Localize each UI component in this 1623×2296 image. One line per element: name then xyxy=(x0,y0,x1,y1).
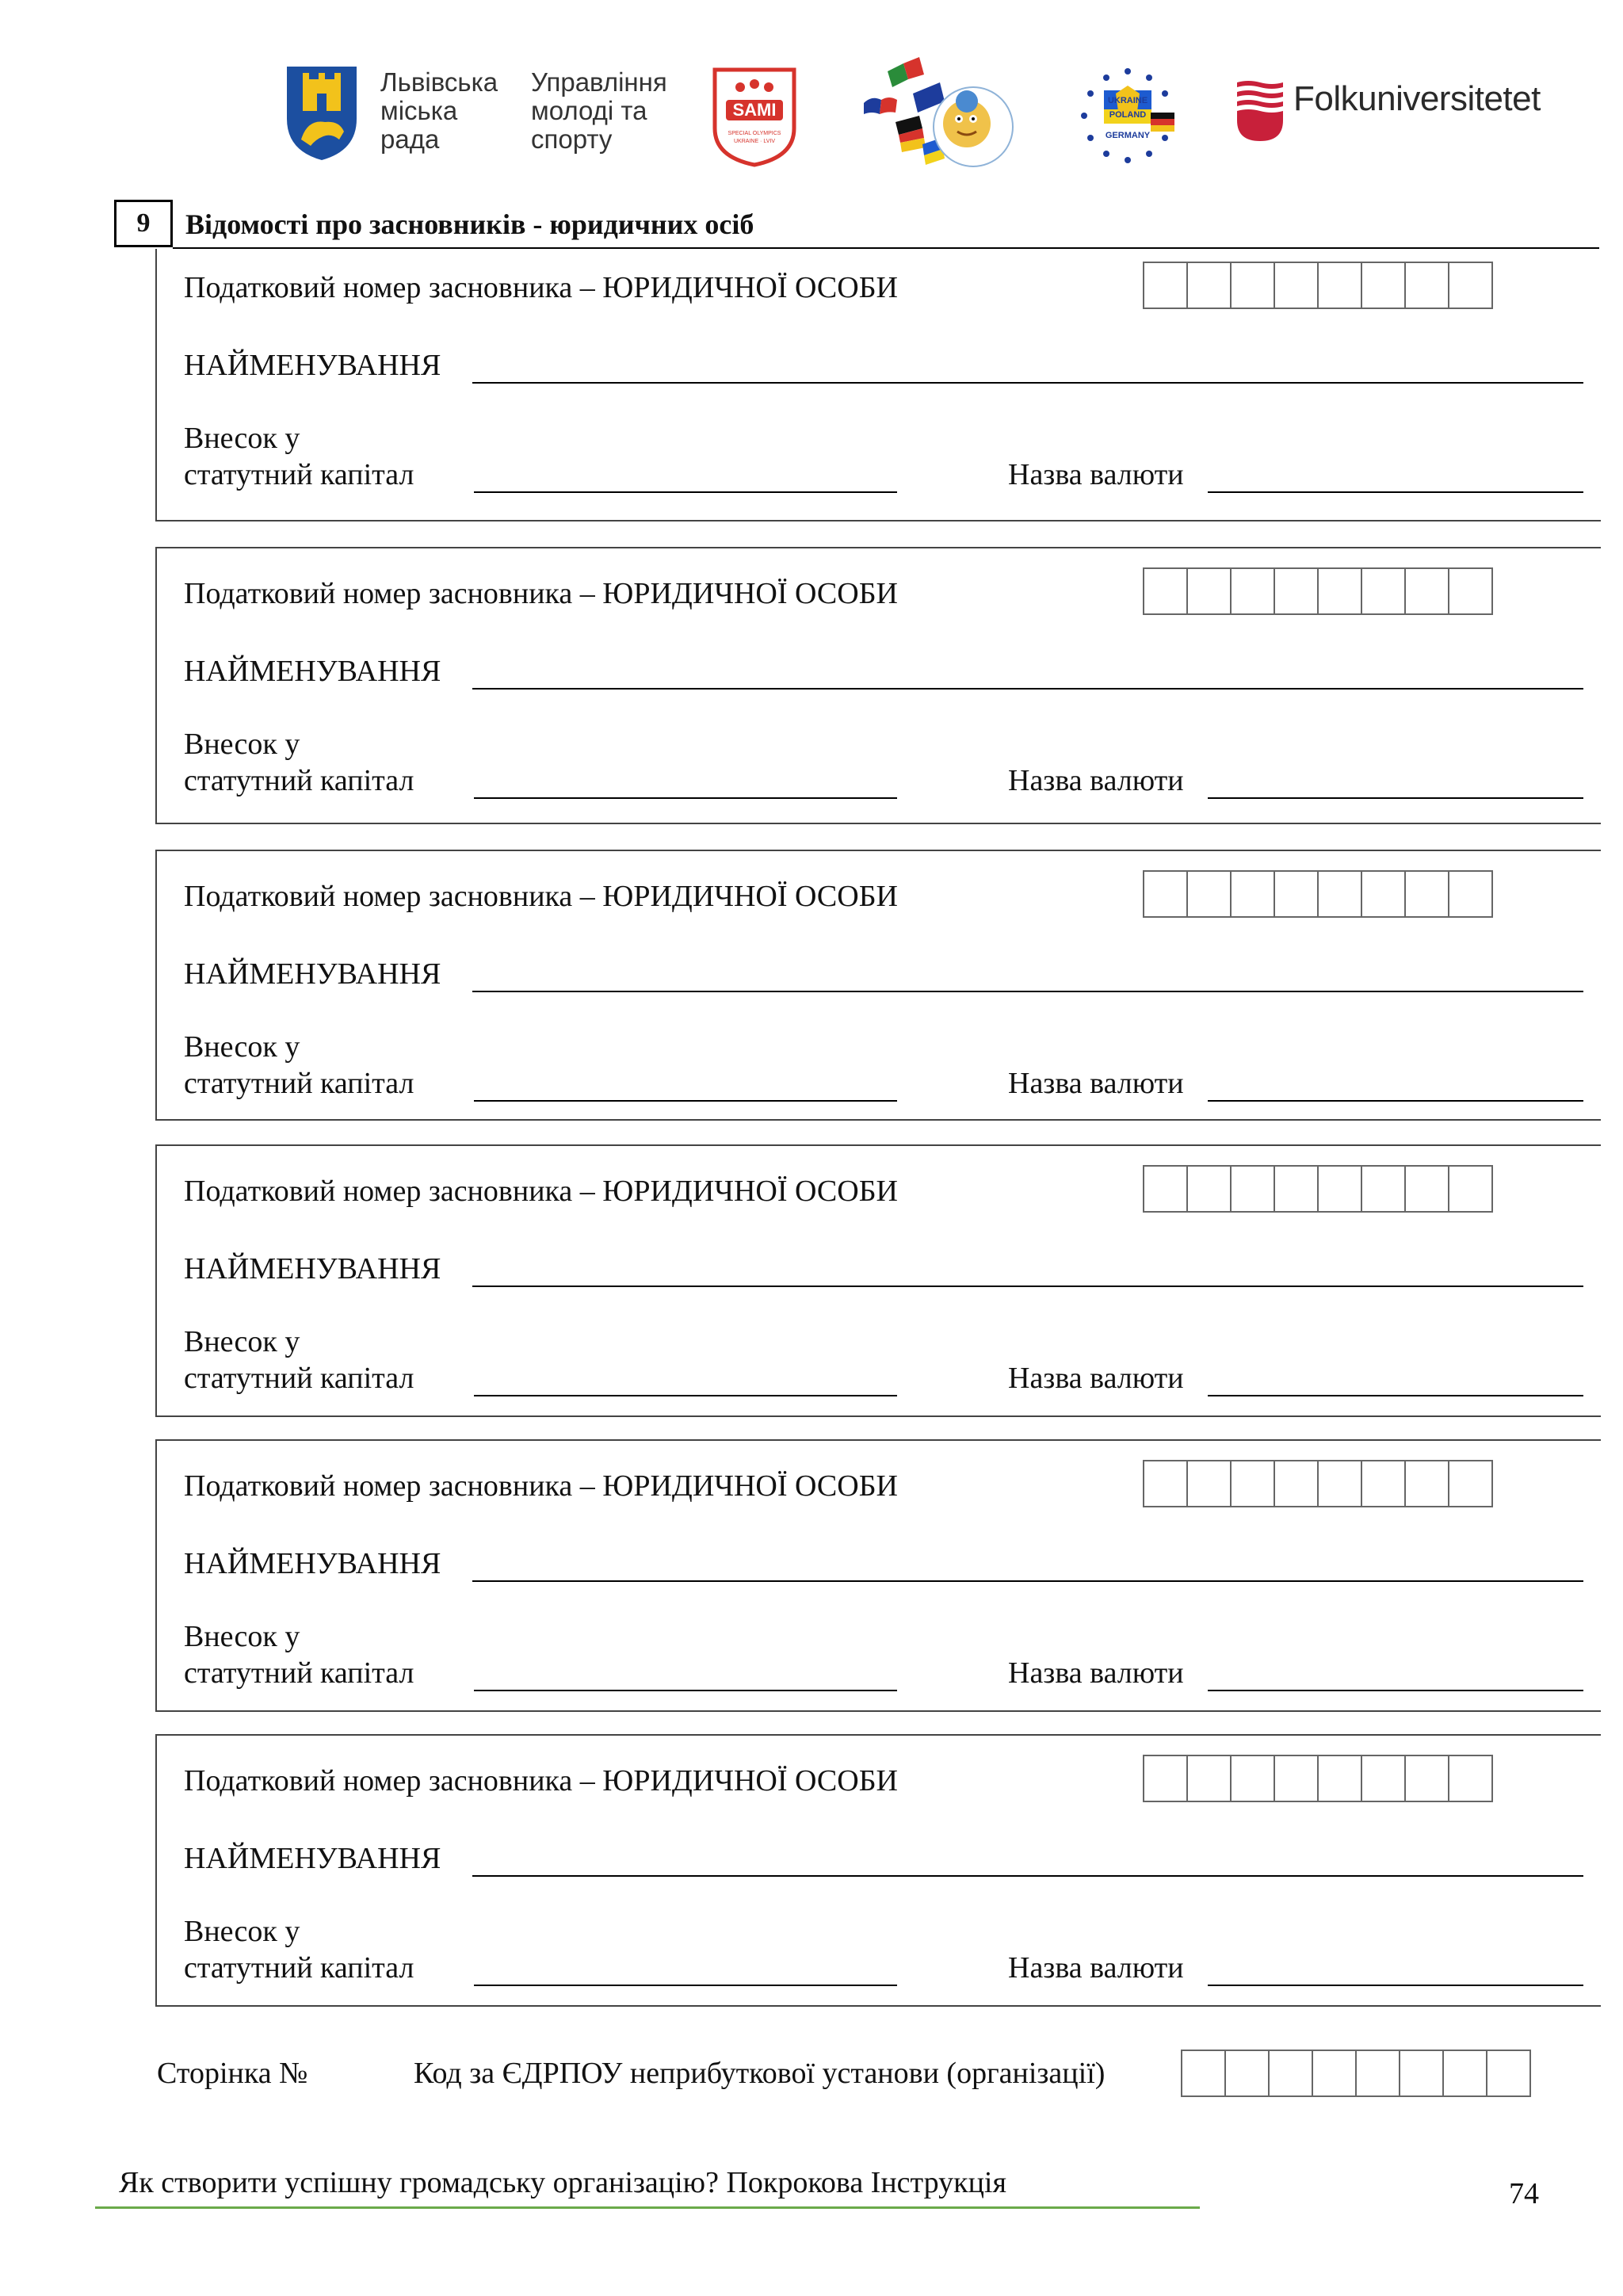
currency-field[interactable] xyxy=(1208,1690,1583,1691)
contribution-label-line1: Внесок у xyxy=(184,422,300,455)
tax-number-cell[interactable] xyxy=(1317,870,1362,918)
name-field[interactable] xyxy=(472,1286,1583,1287)
tax-number-cell[interactable] xyxy=(1361,262,1406,309)
name-label: НАЙМЕНУВАННЯ xyxy=(184,1547,441,1580)
tax-number-cell[interactable] xyxy=(1274,262,1319,309)
department-text: Управління молоді та спорту xyxy=(531,67,667,154)
currency-label: Назва валюти xyxy=(1008,1362,1184,1395)
tax-number-cell[interactable] xyxy=(1317,1165,1362,1213)
tax-number-cell[interactable] xyxy=(1448,1755,1493,1802)
contribution-label-line1: Внесок у xyxy=(184,728,300,761)
tax-number-cell[interactable] xyxy=(1230,262,1275,309)
ukraine-poland-germany-logo xyxy=(1068,62,1187,173)
section-title: Відомості про засновників - юридичних осіб xyxy=(185,208,754,240)
tax-number-cell[interactable] xyxy=(1186,1165,1232,1213)
tax-number-cell[interactable] xyxy=(1404,1755,1449,1802)
page-number-label: Сторінка № xyxy=(157,2057,308,2090)
tax-number-cell[interactable] xyxy=(1186,262,1232,309)
tax-number-cell[interactable] xyxy=(1317,567,1362,615)
edrpou-code-cell[interactable] xyxy=(1355,2050,1400,2097)
folkuniversitetet-mark-icon xyxy=(1234,79,1286,143)
founder-block xyxy=(155,1734,1601,2007)
tax-number-boxes[interactable] xyxy=(1143,1165,1491,1213)
contribution-label-line1: Внесок у xyxy=(184,1325,300,1358)
contribution-label-line1: Внесок у xyxy=(184,1620,300,1653)
tax-number-cell[interactable] xyxy=(1317,1755,1362,1802)
tax-number-label: Податковий номер засновника – ЮРИДИЧНОЇ ОСОБИ xyxy=(184,577,898,610)
name-label: НАЙМЕНУВАННЯ xyxy=(184,655,441,688)
currency-label: Назва валюти xyxy=(1008,458,1184,491)
section-number: 9 xyxy=(114,200,173,247)
contribution-field[interactable] xyxy=(474,1985,897,1986)
tax-number-label: Податковий номер засновника – ЮРИДИЧНОЇ ОСОБИ xyxy=(184,880,898,913)
sami-logo xyxy=(708,65,800,168)
tax-number-cell[interactable] xyxy=(1448,870,1493,918)
svg-text:UKRAINE · LVIV: UKRAINE · LVIV xyxy=(734,139,775,144)
founder-block xyxy=(155,850,1601,1121)
tax-number-label: Податковий номер засновника – ЮРИДИЧНОЇ ОСОБИ xyxy=(184,1175,898,1208)
tax-number-cell[interactable] xyxy=(1361,1755,1406,1802)
tax-number-cell[interactable] xyxy=(1361,1165,1406,1213)
footer-title: Як створити успішну громадську організацію? Покрокова Інструкція xyxy=(119,2166,1006,2199)
tax-number-cell[interactable] xyxy=(1404,567,1449,615)
tax-number-cell[interactable] xyxy=(1274,1165,1319,1213)
currency-field[interactable] xyxy=(1208,797,1583,799)
edrpou-code-cell[interactable] xyxy=(1312,2050,1357,2097)
contribution-label-line1: Внесок у xyxy=(184,1915,300,1948)
tax-number-cell[interactable] xyxy=(1361,870,1406,918)
tax-number-cell[interactable] xyxy=(1143,1755,1188,1802)
svg-text:SAMI: SAMI xyxy=(732,100,777,120)
name-label: НАЙМЕНУВАННЯ xyxy=(184,1842,441,1875)
currency-field[interactable] xyxy=(1208,1985,1583,1986)
tax-number-cell[interactable] xyxy=(1230,567,1275,615)
tax-number-cell[interactable] xyxy=(1143,262,1188,309)
edrpou-code-cell[interactable] xyxy=(1181,2050,1226,2097)
name-field[interactable] xyxy=(472,1875,1583,1877)
tax-number-cell[interactable] xyxy=(1186,567,1232,615)
tax-number-cell[interactable] xyxy=(1361,567,1406,615)
tax-number-cell[interactable] xyxy=(1143,1165,1188,1213)
tax-number-boxes[interactable] xyxy=(1143,567,1491,615)
edrpou-code-cell[interactable] xyxy=(1224,2050,1270,2097)
tax-number-cell[interactable] xyxy=(1230,1165,1275,1213)
edrpou-code-cell[interactable] xyxy=(1268,2050,1313,2097)
tax-number-cell[interactable] xyxy=(1143,1460,1188,1507)
tax-number-cell[interactable] xyxy=(1361,1460,1406,1507)
currency-label: Назва валюти xyxy=(1008,764,1184,797)
currency-label: Назва валюти xyxy=(1008,1067,1184,1100)
contribution-label-line2: статутний капітал xyxy=(184,458,414,491)
tax-number-cell[interactable] xyxy=(1317,262,1362,309)
svg-text:UKRAINE: UKRAINE xyxy=(1107,96,1148,105)
contribution-field[interactable] xyxy=(474,1100,897,1102)
page-number: 74 xyxy=(1509,2177,1539,2210)
tax-number-cell[interactable] xyxy=(1230,1460,1275,1507)
founder-block xyxy=(155,1144,1601,1417)
currency-field[interactable] xyxy=(1208,491,1583,493)
tax-number-cell[interactable] xyxy=(1230,870,1275,918)
lviv-crest-icon xyxy=(284,63,360,163)
tax-number-boxes[interactable] xyxy=(1143,1460,1491,1507)
name-label: НАЙМЕНУВАННЯ xyxy=(184,1252,441,1286)
tax-number-cell[interactable] xyxy=(1448,567,1493,615)
contribution-label-line1: Внесок у xyxy=(184,1030,300,1064)
contribution-field[interactable] xyxy=(474,1690,897,1691)
tax-number-cell[interactable] xyxy=(1404,262,1449,309)
edrpou-code-boxes[interactable] xyxy=(1181,2050,1529,2097)
tax-number-cell[interactable] xyxy=(1143,567,1188,615)
tax-number-cell[interactable] xyxy=(1404,1165,1449,1213)
tax-number-cell[interactable] xyxy=(1186,870,1232,918)
tax-number-cell[interactable] xyxy=(1143,870,1188,918)
tax-number-cell[interactable] xyxy=(1274,870,1319,918)
name-label: НАЙМЕНУВАННЯ xyxy=(184,957,441,991)
contribution-label-line2: статутний капітал xyxy=(184,1362,414,1395)
edrpou-code-cell[interactable] xyxy=(1486,2050,1531,2097)
founder-block xyxy=(155,547,1601,824)
tax-number-cell[interactable] xyxy=(1274,567,1319,615)
tax-number-cell[interactable] xyxy=(1230,1755,1275,1802)
svg-text:POLAND: POLAND xyxy=(1109,110,1147,120)
edrpou-code-label: Код за ЄДРПОУ неприбуткової установи (організації) xyxy=(414,2057,1106,2090)
tax-number-boxes[interactable] xyxy=(1143,870,1491,918)
tax-number-label: Податковий номер засновника – ЮРИДИЧНОЇ ОСОБИ xyxy=(184,1764,898,1797)
lviv-council-text: Львівська міська рада xyxy=(380,67,498,154)
tax-number-label: Податковий номер засновника – ЮРИДИЧНОЇ ОСОБИ xyxy=(184,1469,898,1503)
tax-number-boxes[interactable] xyxy=(1143,262,1491,309)
folkuniversitetet-text: Folkuniversitetet xyxy=(1293,79,1541,118)
tax-number-cell[interactable] xyxy=(1274,1460,1319,1507)
tax-number-cell[interactable] xyxy=(1404,870,1449,918)
svg-text:GERMANY: GERMANY xyxy=(1105,131,1151,140)
flags-mascot-logo xyxy=(840,55,1022,174)
edrpou-code-cell[interactable] xyxy=(1442,2050,1487,2097)
tax-number-cell[interactable] xyxy=(1404,1460,1449,1507)
contribution-label-line2: статутний капітал xyxy=(184,1656,414,1690)
tax-number-label: Податковий номер засновника – ЮРИДИЧНОЇ ОСОБИ xyxy=(184,271,898,304)
founder-block xyxy=(155,1439,1601,1712)
contribution-field[interactable] xyxy=(474,491,897,493)
contribution-label-line2: статутний капітал xyxy=(184,1067,414,1100)
currency-label: Назва валюти xyxy=(1008,1656,1184,1690)
tax-number-cell[interactable] xyxy=(1186,1460,1232,1507)
currency-label: Назва валюти xyxy=(1008,1951,1184,1985)
name-field[interactable] xyxy=(472,382,1583,384)
edrpou-code-cell[interactable] xyxy=(1399,2050,1444,2097)
tax-number-cell[interactable] xyxy=(1448,262,1493,309)
name-field[interactable] xyxy=(472,1580,1583,1582)
currency-field[interactable] xyxy=(1208,1395,1583,1396)
tax-number-cell[interactable] xyxy=(1274,1755,1319,1802)
tax-number-cell[interactable] xyxy=(1317,1460,1362,1507)
header-logos xyxy=(269,55,1569,174)
footer-divider xyxy=(95,2206,1200,2209)
tax-number-cell[interactable] xyxy=(1448,1460,1493,1507)
name-field[interactable] xyxy=(472,688,1583,690)
name-label: НАЙМЕНУВАННЯ xyxy=(184,349,441,382)
name-field[interactable] xyxy=(472,991,1583,992)
tax-number-cell[interactable] xyxy=(1186,1755,1232,1802)
svg-text:SPECIAL OLYMPICS: SPECIAL OLYMPICS xyxy=(727,131,781,136)
contribution-field[interactable] xyxy=(474,1395,897,1396)
founder-block xyxy=(155,249,1601,521)
tax-number-cell[interactable] xyxy=(1448,1165,1493,1213)
currency-field[interactable] xyxy=(1208,1100,1583,1102)
contribution-label-line2: статутний капітал xyxy=(184,764,414,797)
contribution-label-line2: статутний капітал xyxy=(184,1951,414,1985)
tax-number-boxes[interactable] xyxy=(1143,1755,1491,1802)
contribution-field[interactable] xyxy=(474,797,897,799)
